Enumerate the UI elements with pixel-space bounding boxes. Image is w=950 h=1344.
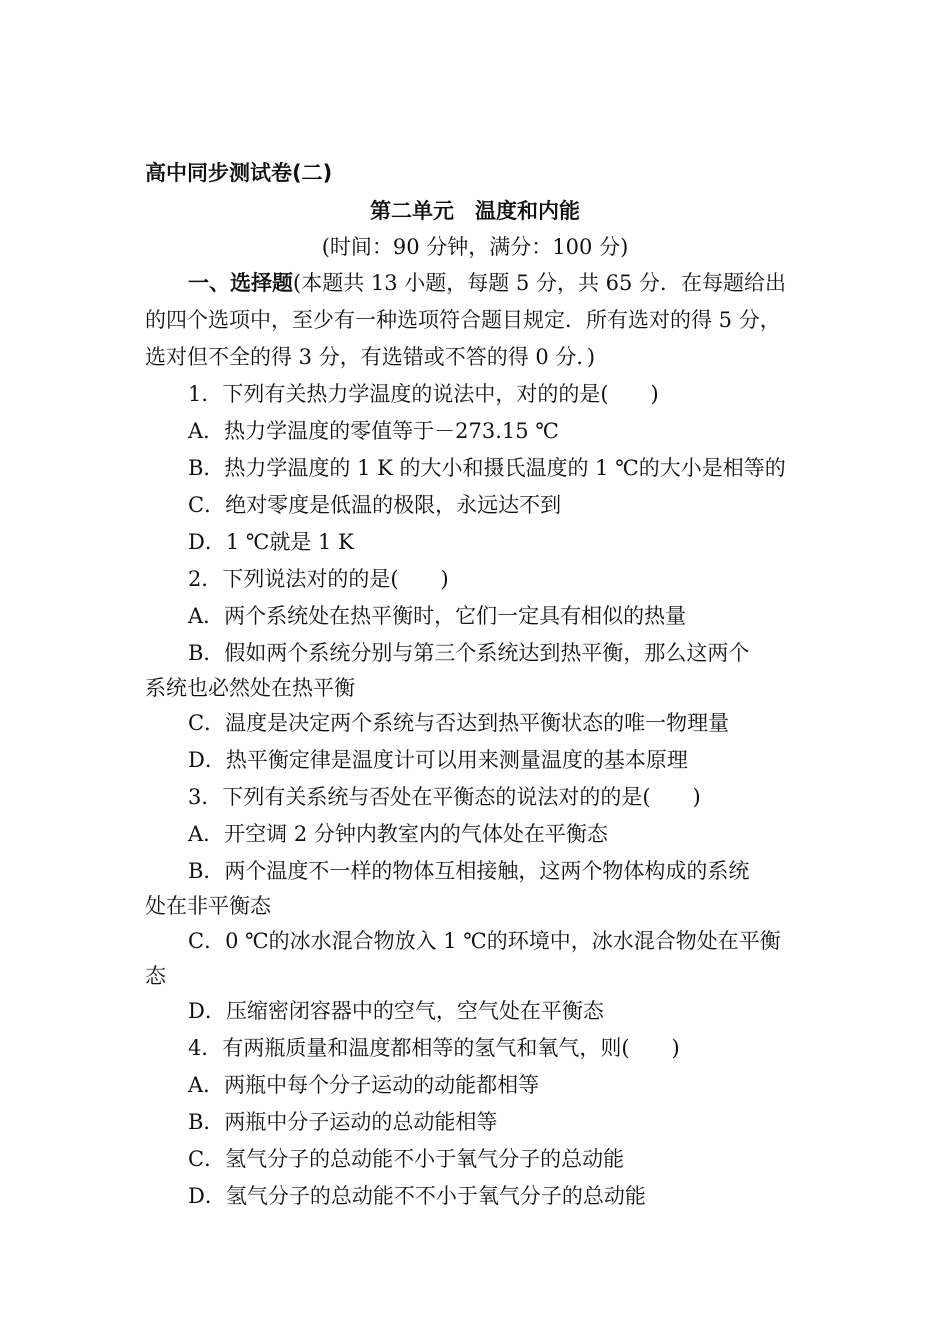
question-1-option-d: D．1 ℃就是 1 K: [188, 530, 354, 554]
question-3-option-a: A．开空调 2 分钟内教室内的气体处在平衡态: [188, 822, 608, 846]
question-4-option-c: C．氢气分子的总动能不小于氧气分子的总动能: [188, 1147, 625, 1171]
section-instructions-line-3: 选对但不全的得 3 分，有选错或不答的得 0 分．): [145, 345, 596, 369]
question-2-option-b-continued: 系统也必然处在热平衡: [145, 676, 355, 700]
question-3-option-c: C．0 ℃的冰水混合物放入 1 ℃的环境中，冰水混合物处在平衡: [188, 929, 781, 953]
question-2-option-b: B．假如两个系统分别与第三个系统达到热平衡，那么这两个: [188, 641, 750, 665]
question-3-option-c-continued: 态: [145, 964, 166, 988]
question-3-option-b: B．两个温度不一样的物体互相接触，这两个物体构成的系统: [188, 859, 750, 883]
time-info: (时间：90 分钟，满分：100 分): [321, 235, 629, 259]
question-2-stem: 2．下列说法对的的是( ): [188, 567, 449, 591]
section-instructions-text: (本题共 13 小题，每题 5 分，共 65 分．在每题给出: [293, 271, 787, 295]
question-2-option-a: A．两个系统处在热平衡时，它们一定具有相似的热量: [188, 604, 687, 628]
question-2-option-c: C．温度是决定两个系统与否达到热平衡状态的唯一物理量: [188, 711, 730, 735]
question-4-option-d: D．氢气分子的总动能不不小于氧气分子的总动能: [188, 1184, 646, 1208]
question-3-option-d: D．压缩密闭容器中的空气，空气处在平衡态: [188, 999, 604, 1023]
question-4-option-b: B．两瓶中分子运动的总动能相等: [188, 1110, 498, 1134]
exam-title: 高中同步测试卷(二): [145, 161, 333, 185]
unit-title: 第二单元 温度和内能: [370, 199, 580, 223]
section-instructions-line-1: [188, 268, 786, 298]
question-1-option-c: C．绝对零度是低温的极限，永远达不到: [188, 493, 562, 517]
question-1-stem: 1．下列有关热力学温度的说法中，对的的是( ): [188, 382, 659, 406]
question-1-option-a: A．热力学温度的零值等于－273.15 ℃: [188, 419, 559, 443]
question-4-option-a: A．两瓶中每个分子运动的动能都相等: [188, 1073, 540, 1097]
section-heading: 一、选择题: [188, 271, 293, 295]
question-4-stem: 4．有两瓶质量和温度都相等的氢气和氧气，则( ): [188, 1036, 680, 1060]
question-3-option-b-continued: 处在非平衡态: [145, 894, 271, 918]
question-1-option-b: B．热力学温度的 1 K 的大小和摄氏温度的 1 ℃的大小是相等的: [188, 456, 786, 480]
question-2-option-d: D．热平衡定律是温度计可以用来测量温度的基本原理: [188, 748, 688, 772]
section-instructions-line-2: 的四个选项中，至少有一种选项符合题目规定．所有选对的得 5 分，: [145, 308, 781, 332]
question-3-stem: 3．下列有关系统与否处在平衡态的说法对的的是( ): [188, 785, 701, 809]
